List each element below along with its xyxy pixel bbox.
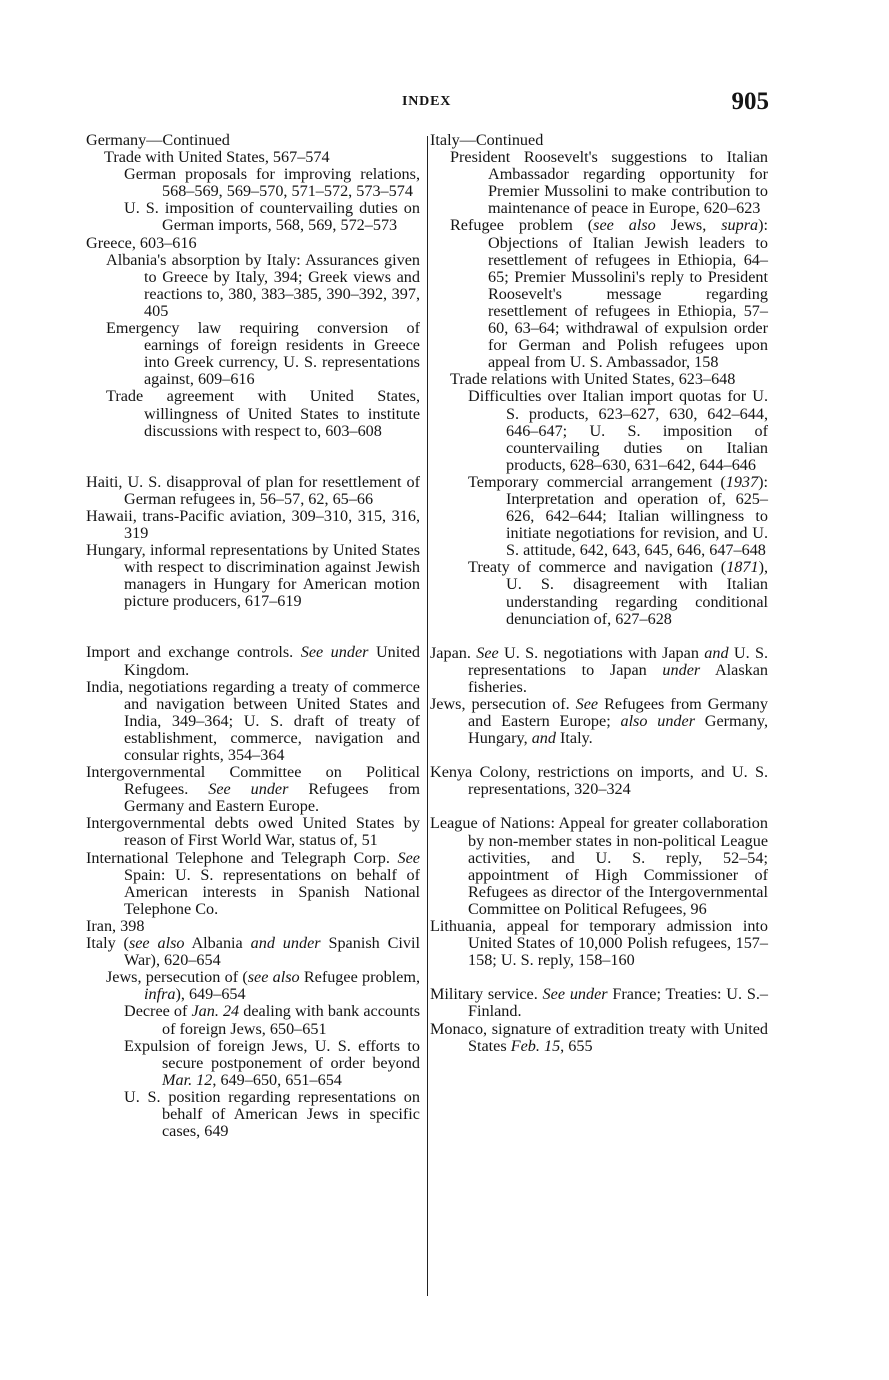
index-entry-india: India, negotiations regarding a treaty of commerce and navigation between United States and India, 349–364; U. S. draft of treaty of establishment, commerce, navigation and consular rights, 354–364 (86, 677, 420, 764)
index-entry-intergovernmental-committee: Intergovernmental Committee on Political Refugees. See under Refugees from Germany and Eastern Europe. (86, 763, 421, 816)
index-entry-italy: Italy (see also Albania and under Spanish Civil War), 620–654 (86, 934, 420, 970)
index-subsubentry-decree: Decree of Jan. 24 dealing with bank accounts of foreign Jews, 650–651 (124, 1002, 420, 1038)
index-entry-lithuania: Lithuania, appeal for temporary admission into United States of 10,000 Polish refugees, 157–158; U. S. reply, 158–160 (430, 917, 768, 970)
index-entry-intergovernmental-debts: Intergovernmental debts owed United States by reason of First World War, status of, 51 (86, 814, 420, 850)
index-subentry-trade-relations: Trade relations with United States, 623–648 (450, 370, 736, 389)
index-entry-military: Military service. See under France; Treaties: U. S.–Finland. (430, 985, 768, 1021)
index-subsubentry-treaty: Treaty of commerce and navigation (1871), U. S. disagreement with Italian understanding regarding conditional denunciation of, 627–628 (468, 558, 768, 628)
index-subentry-emergency-law: Emergency law requiring conversion of earnings of foreign residents in Greece into Greek currency, U. S. representations against, 609–616 (106, 319, 420, 389)
index-heading-germany-continued: Germany—Continued (86, 131, 230, 149)
index-entry-greece: Greece, 603–616 (86, 233, 197, 252)
index-entry-iran: Iran, 398 (86, 916, 145, 935)
index-entry-monaco: Monaco, signature of extradition treaty with United States Feb. 15, 655 (430, 1019, 768, 1055)
index-entry-haiti: Haiti, U. S. disapproval of plan for resettlement of German refugees in, 56–57, 62, 65–66 (86, 472, 420, 508)
index-entry-hungary: Hungary, informal representations by United States with respect to discrimination against Jewish managers in Hungary for American motion picture producers, 617–619 (86, 541, 420, 611)
index-entry-itt: International Telephone and Telegraph Corp. See Spain: U. S. representations on behalf of American interests in Spanish National Telephone Co. (86, 848, 420, 918)
index-entry-japan: Japan. See U. S. negotiations with Japan and U. S. representations to Japan under Alaskan fisheries. (430, 643, 768, 696)
index-subentry-trade-agreement: Trade agreement with United States, willingness of United States to institute discussions with respect to, 603–608 (106, 387, 420, 440)
index-subsubentry-german-proposals: German proposals for improving relations, 568–569, 569–570, 571–572, 573–574 (124, 165, 420, 201)
index-subentry-jews-persecution: Jews, persecution of (see also Refugee problem, infra), 649–654 (106, 968, 420, 1004)
index-entry-league: League of Nations: Appeal for greater collaboration by non-member states in non-political League activities, and U. S. reply, 52–54; appointment of High Commissioner of Refugees as director of the Intergovernmental Committee on Political Refugees, 96 (430, 814, 768, 918)
index-subentry-albania: Albania's absorption by Italy: Assurances given to Greece by Italy, 394; Greek views and reactions to, 380, 383–385, 390–392, 397, 405 (106, 250, 420, 320)
index-subsubentry-expulsion: Expulsion of foreign Jews, U. S. efforts to secure postponement of order beyond Mar. 12, 649–650, 651–654 (124, 1036, 420, 1089)
index-subentry-refugee-problem: Refugee problem (see also Jews, supra): Objections of Italian Jewish leaders to resettlement of refugees in Ethiopia, 64–65; Premier Mussolini's reply to President Roosevelt's message regarding resettlement of refugees in Ethiopia, 57–60, 63–64; withdrawal of expulsion order for German and Polish refugees upon appeal from U. S. Ambassador, 158 (450, 216, 768, 372)
column-divider (427, 136, 428, 1296)
index-subsubentry-difficulties: Difficulties over Italian import quotas for U. S. products, 623–627, 630, 642–644, 646–647; U. S. imposition of countervailing duties on Italian products, 628–630, 631–642, 644–646 (468, 387, 768, 474)
index-subsubentry-us-position: U. S. position regarding representations on behalf of American Jews in specific cases, 649 (124, 1087, 420, 1141)
index-subsubentry-us-imposition: U. S. imposition of countervailing duties on German imports, 568, 569, 572–573 (124, 199, 420, 235)
index-heading-italy-continued: Italy—Continued (430, 131, 544, 149)
page-number: 905 (731, 88, 769, 115)
left-column (86, 132, 420, 1140)
index-subsubentry-temporary-arrangement: Temporary commercial arrangement (1937): Interpretation and operation of, 625–626, 642–644; Italian willingness to initiate negotiations for revision, and U. S. attitude, 642, 643, 645, 646, 647–648 (468, 472, 768, 560)
index-entry-jews: Jews, persecution of. See Refugees from Germany and Eastern Europe; also under Germany, Hungary, and Italy. (430, 695, 768, 748)
running-head: INDEX (402, 94, 452, 109)
index-subentry-trade: Trade with United States, 567–574 (104, 148, 330, 167)
index-entry-kenya: Kenya Colony, restrictions on imports, and U. S. representations, 320–324 (430, 763, 768, 799)
index-subentry-roosevelt: President Roosevelt's suggestions to Italian Ambassador regarding opportunity for Premier Mussolini to make contribution to maintenance of peace in Europe, 620–623 (450, 148, 768, 218)
index-entry-import-controls: Import and exchange controls. See under United Kingdom. (86, 643, 421, 679)
index-entry-hawaii: Hawaii, trans-Pacific aviation, 309–310, 315, 316, 319 (86, 506, 420, 542)
page-header (0, 88, 889, 122)
right-column (430, 132, 768, 1055)
